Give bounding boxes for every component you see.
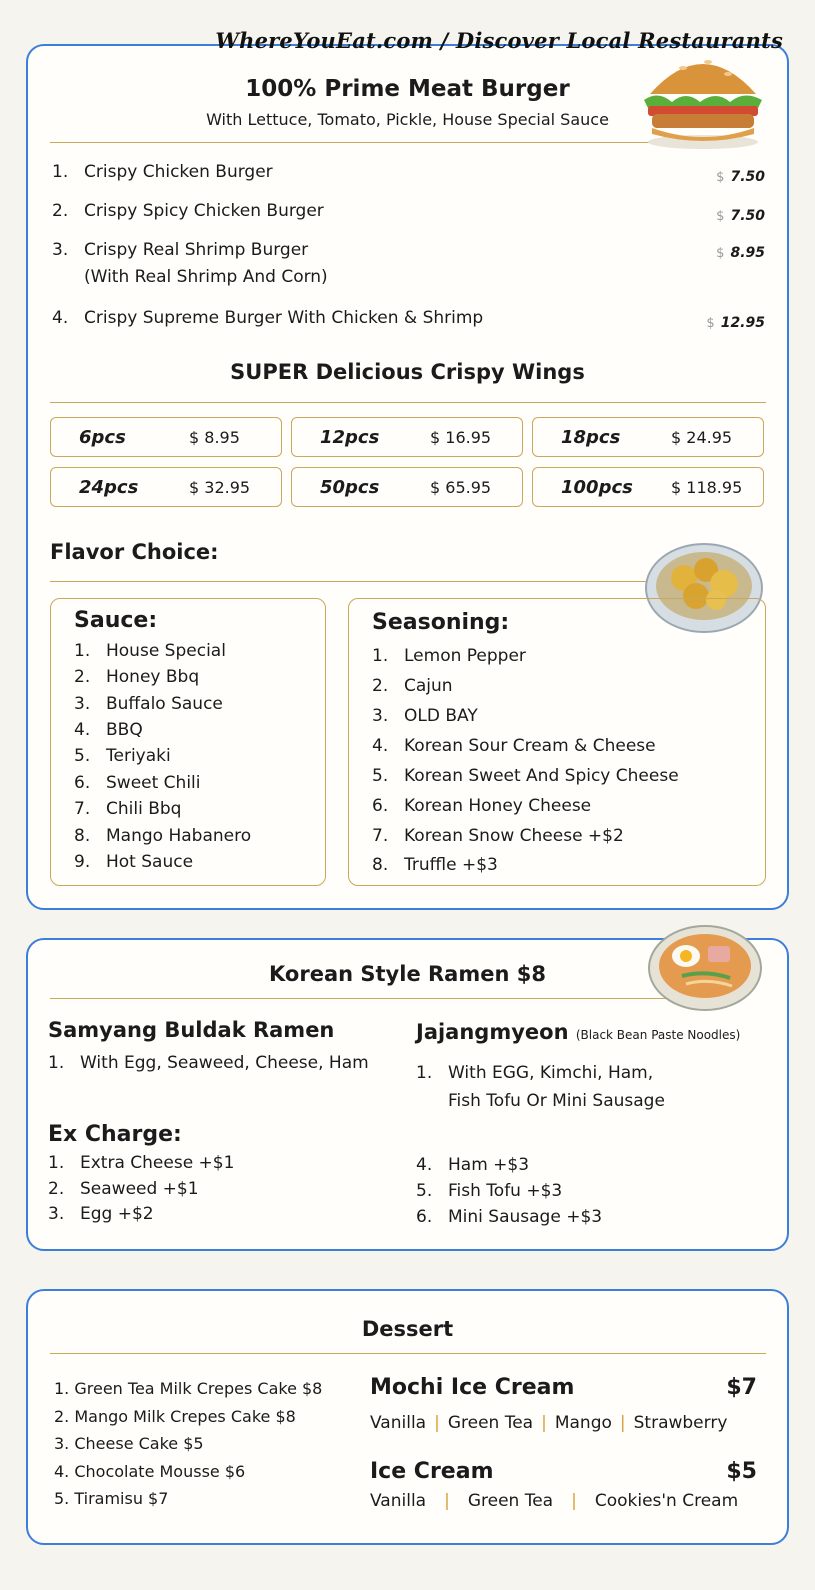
wings-rule	[50, 402, 766, 403]
mochi-price: $7	[726, 1375, 757, 1400]
ice-cream-flavors: Vanilla | Green Tea | Cookies'n Cream	[370, 1491, 739, 1511]
seasoning-item: 3. OLD BAY	[372, 706, 478, 726]
flavor-title: Flavor Choice:	[50, 540, 219, 564]
seasoning-item: 5. Korean Sweet And Spicy Cheese	[372, 766, 679, 786]
sauce-item: 9. Hot Sauce	[74, 852, 194, 872]
sauce-item: 2. Honey Bbq	[74, 667, 200, 687]
site-watermark: WhereYouEat.com / Discover Local Restaurants	[215, 28, 783, 53]
dessert-panel	[26, 1289, 789, 1545]
burger-price-4: $ 12.95	[706, 315, 765, 331]
seasoning-item: 4. Korean Sour Cream & Cheese	[372, 736, 656, 756]
wing-option-100: 100pcs $ 118.95	[532, 467, 764, 507]
jajang-title: Jajangmyeon (Black Bean Paste Noodles)	[416, 1020, 741, 1044]
ramen-panel	[26, 938, 789, 1251]
burger-price-2: $ 7.50	[716, 208, 765, 224]
dessert-item: 2. Mango Milk Crepes Cake $8	[54, 1407, 296, 1426]
sauce-item: 1. House Special	[74, 641, 226, 661]
ramen-rule	[50, 998, 670, 999]
burger-price-1: $ 7.50	[716, 169, 765, 185]
sauce-item: 4. BBQ	[74, 720, 143, 740]
dessert-item: 1. Green Tea Milk Crepes Cake $8	[54, 1379, 323, 1398]
seasoning-title: Seasoning:	[372, 610, 510, 635]
burger-wings-panel	[26, 44, 789, 910]
wing-option-12: 12pcs $ 16.95	[291, 417, 523, 457]
wing-option-6: 6pcs $ 8.95	[50, 417, 282, 457]
ramen-bowl-image	[646, 914, 764, 1014]
sauce-item: 3. Buffalo Sauce	[74, 694, 223, 714]
dessert-rule	[50, 1353, 766, 1354]
sauce-item: 6. Sweet Chili	[74, 773, 201, 793]
dessert-item: 5. Tiramisu $7	[54, 1489, 169, 1508]
dessert-title: Dessert	[361, 1317, 454, 1341]
flavor-rule	[50, 581, 668, 582]
seasoning-item: 8. Truffle +$3	[372, 855, 498, 875]
extra-charge-title: Ex Charge:	[48, 1122, 182, 1147]
burger-image	[638, 42, 768, 152]
samyang-item: 1. With Egg, Seaweed, Cheese, Ham	[48, 1053, 369, 1073]
extra-item: 1. Extra Cheese +$1	[48, 1153, 235, 1173]
extra-item: 6. Mini Sausage +$3	[416, 1207, 603, 1227]
wing-option-50: 50pcs $ 65.95	[291, 467, 523, 507]
sauce-item: 5. Teriyaki	[74, 746, 171, 766]
burger-item-3: 3. Crispy Real Shrimp Burger	[52, 240, 309, 260]
dessert-item: 4. Chocolate Mousse $6	[54, 1462, 246, 1481]
sauce-title: Sauce:	[74, 608, 158, 633]
jajang-item-sub: Fish Tofu Or Mini Sausage	[448, 1091, 665, 1111]
wing-option-18: 18pcs $ 24.95	[532, 417, 764, 457]
seasoning-item: 2. Cajun	[372, 676, 453, 696]
burger-subtitle: With Lettuce, Tomato, Pickle, House Special Sauce	[206, 110, 609, 129]
mochi-title: Mochi Ice Cream	[370, 1375, 575, 1400]
wings-title: SUPER Delicious Crispy Wings	[230, 360, 585, 384]
burger-price-3: $ 8.95	[716, 245, 765, 261]
ice-cream-title: Ice Cream	[370, 1459, 494, 1484]
extra-item: 2. Seaweed +$1	[48, 1179, 199, 1199]
wing-option-24: 24pcs $ 32.95	[50, 467, 282, 507]
samyang-title: Samyang Buldak Ramen	[48, 1018, 335, 1042]
extra-item: 4. Ham +$3	[416, 1155, 530, 1175]
seasoning-item: 6. Korean Honey Cheese	[372, 796, 592, 816]
burger-item-4: 4. Crispy Supreme Burger With Chicken & Shrimp	[52, 308, 484, 328]
jajang-note: (Black Bean Paste Noodles)	[575, 1028, 741, 1042]
mochi-flavors: Vanilla | Green Tea | Mango | Strawberry	[370, 1413, 728, 1433]
seasoning-item: 7. Korean Snow Cheese +$2	[372, 826, 624, 846]
burger-item-3-sub: (With Real Shrimp And Corn)	[84, 267, 328, 287]
dessert-item: 3. Cheese Cake $5	[54, 1434, 204, 1453]
burger-item-1: 1. Crispy Chicken Burger	[52, 162, 273, 182]
sauce-item: 7. Chili Bbq	[74, 799, 182, 819]
sauce-item: 8. Mango Habanero	[74, 826, 252, 846]
ice-cream-price: $5	[726, 1459, 757, 1484]
burger-title: 100% Prime Meat Burger	[245, 76, 570, 102]
ramen-title: Korean Style Ramen $8	[269, 962, 546, 986]
jajang-item: 1. With EGG, Kimchi, Ham,	[416, 1063, 654, 1083]
seasoning-item: 1. Lemon Pepper	[372, 646, 526, 666]
burger-item-2: 2. Crispy Spicy Chicken Burger	[52, 201, 324, 221]
extra-item: 5. Fish Tofu +$3	[416, 1181, 563, 1201]
extra-item: 3. Egg +$2	[48, 1204, 154, 1224]
